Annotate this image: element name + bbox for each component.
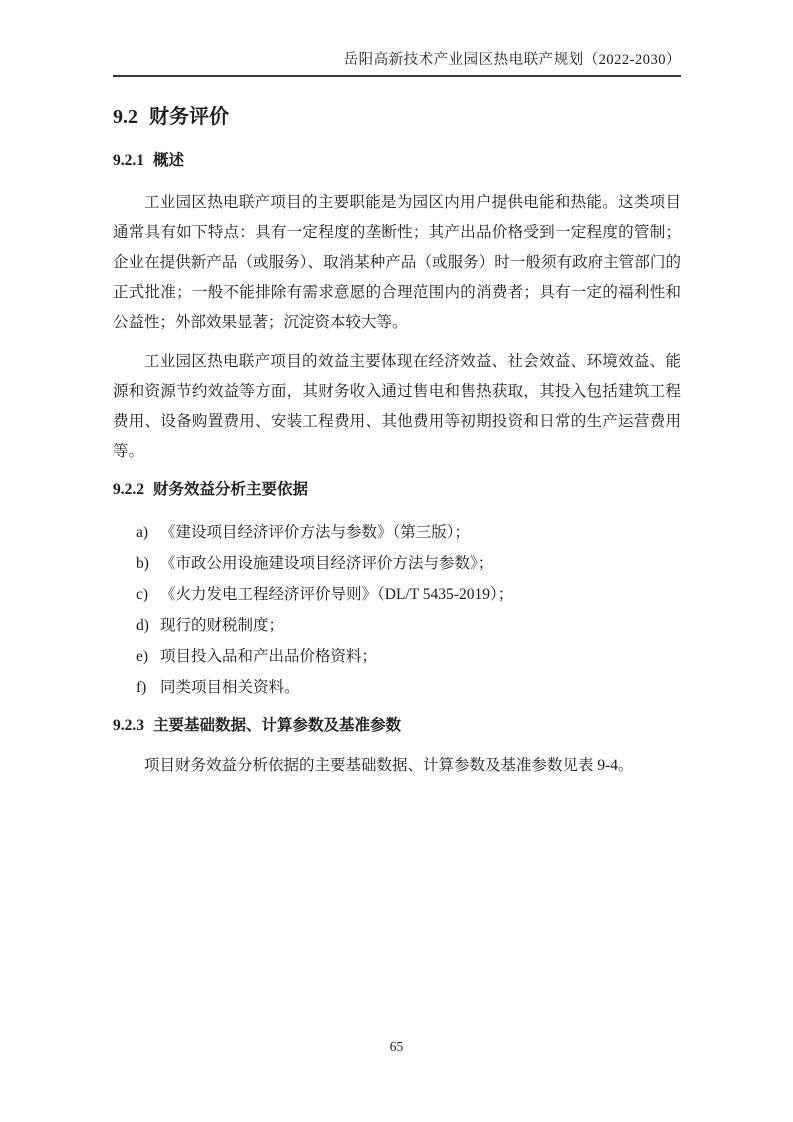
paragraph-overview-1: 工业园区热电联产项目的主要职能是为园区内用户提供电能和热能。这类项目通常具有如下特点：具有一定程度的垄断性；其产出品价格受到一定程度的管制；企业在提供新产品（或服务）、取消某种产品（或服务）时一般须有政府主管部门的正式批准；一般不能排除有需求意愿的合理范围内的消费者；具有一定的福利性和公益性；外部效果显著；沉淀资本较大等。 xyxy=(113,194,681,331)
paragraph-overview-2: 工业园区热电联产项目的效益主要体现在经济效益、社会效益、环境效益、能源和资源节约效益等方面，其财务收入通过售电和售热获取，其投入包括建筑工程费用、设备购置费用、安装工程费用、其他费用等初期投资和日常的生产运营费用等。 xyxy=(113,353,681,460)
list-item-text: 现行的财税制度； xyxy=(160,617,285,634)
running-header xyxy=(113,50,681,77)
list-item-label: e) xyxy=(136,648,149,665)
heading-9-2-1 xyxy=(113,151,681,171)
page-number: 65 xyxy=(389,1039,404,1054)
heading-9-2-2-number: 9.2.2 xyxy=(113,481,144,498)
page-body xyxy=(113,96,681,781)
list-item-label: b) xyxy=(136,555,149,572)
list-item-label: d) xyxy=(136,617,149,634)
list-item-text: 项目投入品和产出品价格资料； xyxy=(160,648,378,665)
heading-9-2-2 xyxy=(113,480,681,500)
list-item-text: 《建设项目经济评价方法与参数》（第三版）； xyxy=(160,524,471,541)
paragraph-basis-note: 项目财务效益分析依据的主要基础数据、计算参数及基准参数见表 9-4。 xyxy=(144,757,634,774)
heading-9-2-title: 财务评价 xyxy=(149,106,229,128)
list-item xyxy=(113,579,681,610)
list-item xyxy=(113,610,681,641)
heading-9-2-3-number: 9.2.3 xyxy=(113,717,144,734)
heading-9-2 xyxy=(113,104,681,130)
heading-9-2-3-title: 主要基础数据、计算参数及基准参数 xyxy=(153,717,402,734)
list-item-label: f) xyxy=(136,679,147,696)
list-item-text: 《市政公用设施建设项目经济评价方法与参数》； xyxy=(160,555,494,572)
heading-9-2-1-number: 9.2.1 xyxy=(113,152,144,169)
page-footer xyxy=(0,1038,793,1056)
heading-9-2-number: 9.2 xyxy=(113,106,138,128)
list-item xyxy=(113,641,681,672)
heading-9-2-2-title: 财务效益分析主要依据 xyxy=(153,481,309,498)
running-header-title: 岳阳高新技术产业园区热电联产规划（2022-2030） xyxy=(343,52,681,68)
list-item-text: 同类项目相关资料。 xyxy=(160,679,300,696)
reference-list xyxy=(113,517,681,703)
list-item-label: a) xyxy=(136,524,149,541)
list-item-text: 《火力发电工程经济评价导则》（DL/T 5435-2019）； xyxy=(160,586,514,603)
list-item xyxy=(113,548,681,579)
heading-9-2-1-title: 概述 xyxy=(153,152,185,169)
list-item xyxy=(113,672,681,703)
list-item-label: c) xyxy=(136,586,149,603)
list-item xyxy=(113,517,681,548)
heading-9-2-3 xyxy=(113,716,681,736)
